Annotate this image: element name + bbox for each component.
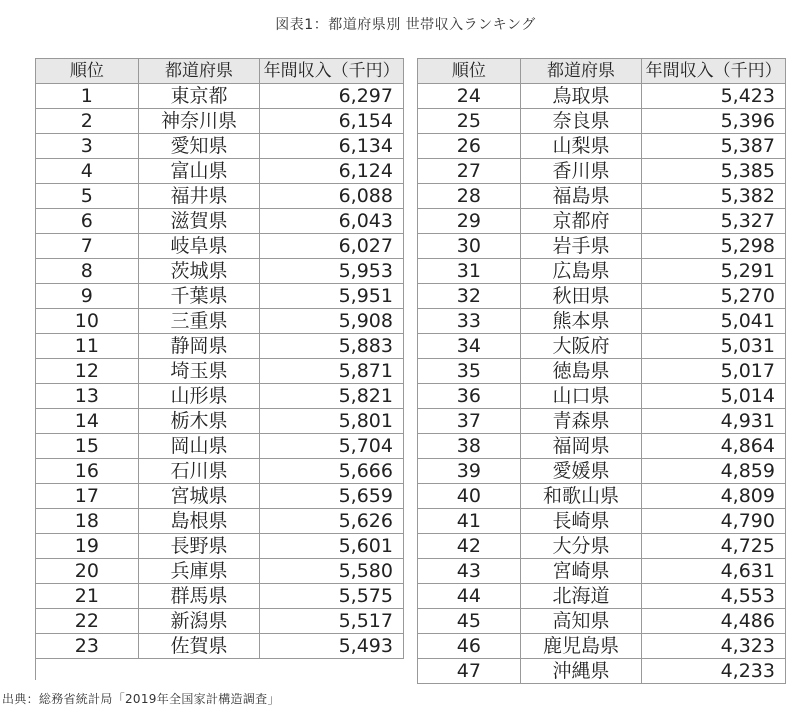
table-row xyxy=(418,209,786,234)
rank-cell: 39 xyxy=(418,459,521,484)
header-prefecture: 都道府県 xyxy=(520,59,642,84)
prefecture-cell: 群馬県 xyxy=(138,584,260,609)
table-row xyxy=(36,584,404,609)
rank-cell: 27 xyxy=(418,159,521,184)
ranking-table-right xyxy=(417,58,786,684)
prefecture-cell: 福井県 xyxy=(138,184,260,209)
table-row xyxy=(36,159,404,184)
income-cell: 5,666 xyxy=(260,459,404,484)
income-cell: 5,575 xyxy=(260,584,404,609)
table-row xyxy=(36,209,404,234)
table-row xyxy=(418,384,786,409)
table-row xyxy=(36,234,404,259)
income-cell: 5,601 xyxy=(260,534,404,559)
prefecture-cell: 茨城県 xyxy=(138,259,260,284)
rank-cell: 46 xyxy=(418,634,521,659)
rank-cell: 15 xyxy=(36,434,139,459)
table-row xyxy=(36,484,404,509)
table-row xyxy=(418,509,786,534)
rank-cell: 18 xyxy=(36,509,139,534)
rank-cell: 42 xyxy=(418,534,521,559)
prefecture-cell: 奈良県 xyxy=(520,109,642,134)
prefecture-cell: 兵庫県 xyxy=(138,559,260,584)
prefecture-cell: 石川県 xyxy=(138,459,260,484)
income-cell: 5,017 xyxy=(642,359,786,384)
prefecture-cell: 長野県 xyxy=(138,534,260,559)
income-cell: 6,088 xyxy=(260,184,404,209)
prefecture-cell: 愛媛県 xyxy=(520,459,642,484)
rank-cell: 25 xyxy=(418,109,521,134)
prefecture-cell: 山口県 xyxy=(520,384,642,409)
prefecture-cell: 沖縄県 xyxy=(520,659,642,684)
prefecture-cell: 岡山県 xyxy=(138,434,260,459)
income-cell: 4,809 xyxy=(642,484,786,509)
income-cell: 5,626 xyxy=(260,509,404,534)
income-cell: 5,014 xyxy=(642,384,786,409)
prefecture-cell: 島根県 xyxy=(138,509,260,534)
rank-cell: 40 xyxy=(418,484,521,509)
income-cell: 5,423 xyxy=(642,84,786,109)
prefecture-cell: 神奈川県 xyxy=(138,109,260,134)
income-cell: 4,931 xyxy=(642,409,786,434)
rank-cell: 14 xyxy=(36,409,139,434)
income-cell: 5,327 xyxy=(642,209,786,234)
table-row xyxy=(36,309,404,334)
income-cell: 5,883 xyxy=(260,334,404,359)
rank-cell: 47 xyxy=(418,659,521,684)
income-cell: 5,953 xyxy=(260,259,404,284)
prefecture-cell: 京都府 xyxy=(520,209,642,234)
prefecture-cell: 高知県 xyxy=(520,609,642,634)
income-cell: 6,154 xyxy=(260,109,404,134)
header-rank: 順位 xyxy=(418,59,521,84)
table-row xyxy=(36,184,404,209)
table-row xyxy=(36,109,404,134)
prefecture-cell: 東京都 xyxy=(138,84,260,109)
income-cell: 6,134 xyxy=(260,134,404,159)
prefecture-cell: 富山県 xyxy=(138,159,260,184)
rank-cell: 4 xyxy=(36,159,139,184)
income-cell: 4,859 xyxy=(642,459,786,484)
table-row xyxy=(418,434,786,459)
prefecture-cell: 山形県 xyxy=(138,384,260,409)
income-cell: 4,725 xyxy=(642,534,786,559)
prefecture-cell: 和歌山県 xyxy=(520,484,642,509)
table-row xyxy=(36,334,404,359)
rank-cell: 29 xyxy=(418,209,521,234)
header-rank: 順位 xyxy=(36,59,139,84)
table-row xyxy=(36,609,404,634)
prefecture-cell: 鳥取県 xyxy=(520,84,642,109)
table-row xyxy=(36,134,404,159)
table-row xyxy=(418,409,786,434)
table-row xyxy=(36,409,404,434)
table-row xyxy=(418,584,786,609)
header-income: 年間収入（千円） xyxy=(642,59,786,84)
income-cell: 5,041 xyxy=(642,309,786,334)
income-cell: 5,387 xyxy=(642,134,786,159)
prefecture-cell: 大分県 xyxy=(520,534,642,559)
income-cell: 5,517 xyxy=(260,609,404,634)
prefecture-cell: 広島県 xyxy=(520,259,642,284)
income-cell: 5,298 xyxy=(642,234,786,259)
rank-cell: 33 xyxy=(418,309,521,334)
prefecture-cell: 三重県 xyxy=(138,309,260,334)
prefecture-cell: 栃木県 xyxy=(138,409,260,434)
income-cell: 4,486 xyxy=(642,609,786,634)
prefecture-cell: 佐賀県 xyxy=(138,634,260,659)
table-row xyxy=(418,84,786,109)
table-row xyxy=(36,259,404,284)
prefecture-cell: 岐阜県 xyxy=(138,234,260,259)
rank-cell: 13 xyxy=(36,384,139,409)
income-cell: 5,801 xyxy=(260,409,404,434)
prefecture-cell: 北海道 xyxy=(520,584,642,609)
rank-cell: 9 xyxy=(36,284,139,309)
table-row xyxy=(418,334,786,359)
income-cell: 5,493 xyxy=(260,634,404,659)
prefecture-cell: 新潟県 xyxy=(138,609,260,634)
prefecture-cell: 鹿児島県 xyxy=(520,634,642,659)
table-header-row xyxy=(418,59,786,84)
prefecture-cell: 熊本県 xyxy=(520,309,642,334)
table-row xyxy=(418,634,786,659)
table-row xyxy=(418,534,786,559)
rank-cell: 41 xyxy=(418,509,521,534)
rank-cell: 34 xyxy=(418,334,521,359)
rank-cell: 31 xyxy=(418,259,521,284)
rank-cell: 37 xyxy=(418,409,521,434)
table-row xyxy=(36,84,404,109)
rank-cell: 38 xyxy=(418,434,521,459)
rank-cell: 21 xyxy=(36,584,139,609)
prefecture-cell: 福島県 xyxy=(520,184,642,209)
prefecture-cell: 長崎県 xyxy=(520,509,642,534)
table-row xyxy=(418,284,786,309)
income-cell: 5,270 xyxy=(642,284,786,309)
prefecture-cell: 岩手県 xyxy=(520,234,642,259)
rank-cell: 12 xyxy=(36,359,139,384)
table-row xyxy=(418,159,786,184)
table-row xyxy=(418,659,786,684)
rank-cell: 28 xyxy=(418,184,521,209)
table-row xyxy=(36,434,404,459)
income-cell: 5,382 xyxy=(642,184,786,209)
income-cell: 4,553 xyxy=(642,584,786,609)
rank-cell: 24 xyxy=(418,84,521,109)
prefecture-cell: 愛知県 xyxy=(138,134,260,159)
income-cell: 5,871 xyxy=(260,359,404,384)
table-row xyxy=(36,559,404,584)
rank-cell: 20 xyxy=(36,559,139,584)
table-row xyxy=(36,284,404,309)
table-row xyxy=(418,134,786,159)
income-cell: 6,027 xyxy=(260,234,404,259)
table-row xyxy=(418,259,786,284)
figure-title: 図表1：都道府県別 世帯収入ランキング xyxy=(275,17,536,33)
table-row xyxy=(418,109,786,134)
rank-cell: 45 xyxy=(418,609,521,634)
income-cell: 4,233 xyxy=(642,659,786,684)
income-cell: 4,790 xyxy=(642,509,786,534)
income-cell: 5,908 xyxy=(260,309,404,334)
income-cell: 4,323 xyxy=(642,634,786,659)
rank-cell: 3 xyxy=(36,134,139,159)
prefecture-cell: 大阪府 xyxy=(520,334,642,359)
table-row xyxy=(418,184,786,209)
rank-cell: 30 xyxy=(418,234,521,259)
table-row xyxy=(418,359,786,384)
ranking-table-left xyxy=(35,58,404,659)
income-cell: 5,821 xyxy=(260,384,404,409)
rank-cell: 8 xyxy=(36,259,139,284)
rank-cell: 32 xyxy=(418,284,521,309)
prefecture-cell: 滋賀県 xyxy=(138,209,260,234)
table-row xyxy=(36,459,404,484)
table-row xyxy=(36,634,404,659)
income-cell: 5,659 xyxy=(260,484,404,509)
table-header-row xyxy=(36,59,404,84)
income-cell: 5,580 xyxy=(260,559,404,584)
income-cell: 5,951 xyxy=(260,284,404,309)
table-row xyxy=(418,609,786,634)
rank-cell: 16 xyxy=(36,459,139,484)
rank-cell: 2 xyxy=(36,109,139,134)
table-row xyxy=(36,384,404,409)
rank-cell: 44 xyxy=(418,584,521,609)
table-row xyxy=(36,534,404,559)
table-row xyxy=(418,484,786,509)
rank-cell: 5 xyxy=(36,184,139,209)
table-row xyxy=(418,459,786,484)
table-row xyxy=(418,234,786,259)
prefecture-cell: 宮崎県 xyxy=(520,559,642,584)
prefecture-cell: 福岡県 xyxy=(520,434,642,459)
header-income: 年間収入（千円） xyxy=(260,59,404,84)
prefecture-cell: 徳島県 xyxy=(520,359,642,384)
rank-cell: 6 xyxy=(36,209,139,234)
prefecture-cell: 静岡県 xyxy=(138,334,260,359)
rank-cell: 22 xyxy=(36,609,139,634)
source-note: 出典：総務省統計局「2019年全国家計構造調査」 xyxy=(2,692,280,706)
table-row xyxy=(36,359,404,384)
rank-cell: 36 xyxy=(418,384,521,409)
income-cell: 5,396 xyxy=(642,109,786,134)
table-row xyxy=(418,559,786,584)
income-cell: 4,631 xyxy=(642,559,786,584)
income-cell: 6,297 xyxy=(260,84,404,109)
income-cell: 4,864 xyxy=(642,434,786,459)
prefecture-cell: 宮城県 xyxy=(138,484,260,509)
prefecture-cell: 山梨県 xyxy=(520,134,642,159)
header-prefecture: 都道府県 xyxy=(138,59,260,84)
income-cell: 5,031 xyxy=(642,334,786,359)
prefecture-cell: 青森県 xyxy=(520,409,642,434)
prefecture-cell: 香川県 xyxy=(520,159,642,184)
rank-cell: 23 xyxy=(36,634,139,659)
income-cell: 5,385 xyxy=(642,159,786,184)
income-cell: 6,043 xyxy=(260,209,404,234)
rank-cell: 11 xyxy=(36,334,139,359)
rank-cell: 10 xyxy=(36,309,139,334)
prefecture-cell: 千葉県 xyxy=(138,284,260,309)
rank-cell: 1 xyxy=(36,84,139,109)
rank-cell: 43 xyxy=(418,559,521,584)
table-border-extension xyxy=(35,658,36,680)
rank-cell: 7 xyxy=(36,234,139,259)
rank-cell: 19 xyxy=(36,534,139,559)
rank-cell: 35 xyxy=(418,359,521,384)
prefecture-cell: 秋田県 xyxy=(520,284,642,309)
rank-cell: 26 xyxy=(418,134,521,159)
rank-cell: 17 xyxy=(36,484,139,509)
income-cell: 5,704 xyxy=(260,434,404,459)
table-row xyxy=(36,509,404,534)
prefecture-cell: 埼玉県 xyxy=(138,359,260,384)
income-cell: 6,124 xyxy=(260,159,404,184)
table-row xyxy=(418,309,786,334)
income-cell: 5,291 xyxy=(642,259,786,284)
